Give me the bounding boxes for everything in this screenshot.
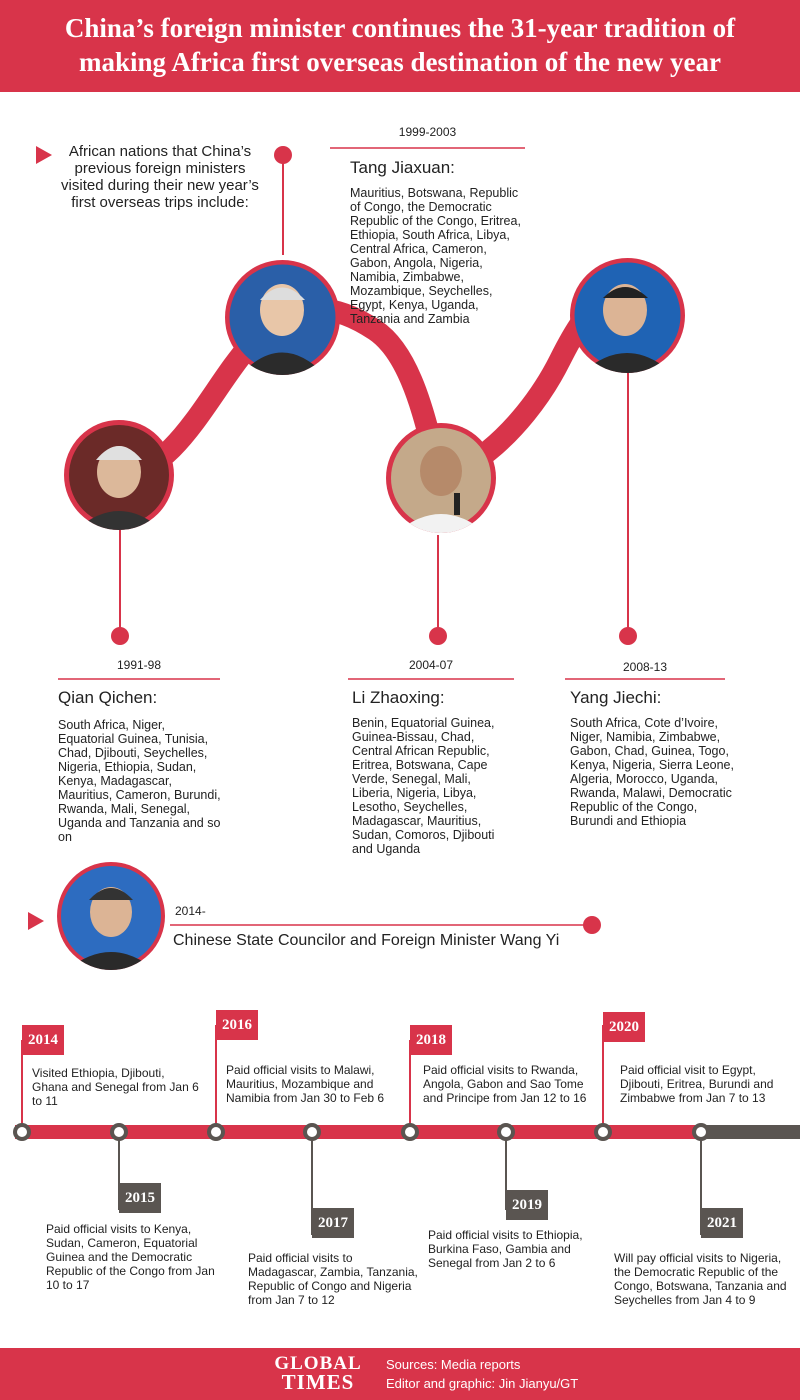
li-zhaoxing-portrait [386,423,496,533]
footer-banner [0,1348,800,1400]
year-badge-2018: 2018 [410,1025,452,1055]
sources-text: Sources: Media reports [386,1357,521,1372]
li-countries: Benin, Equatorial Guinea, Guinea-Bissau, Chad, Central African Republic, Eritrea, Botswana, Cape Verde, Senegal, Mali, Liberia, Nigeria, Libya, Lesotho, Seychelles, Madagascar, Mauritius, Sudan, Comoros, Djibouti and Uganda [352,716,495,856]
timeline-text-2021: Will pay official visits to Nigeria, the Democratic Republic of the Congo, Botswana, Tanzania and Seychelles from Jan 4 to 9 [614,1251,787,1307]
title-line-1: China’s foreign minister continues the 31-year tradition of [64,13,736,43]
tang-period: 1999-2003 [398,125,457,139]
tang-name: Tang Jiaxuan: [350,158,455,177]
intro-text: African nations that China’s previous foreign ministers visited during their new year’s first overseas trips include: [61,143,259,211]
timeline-text-2020: Paid official visit to Egypt, Djibouti, Eritrea, Burundi and Zimbabwe from Jan 7 to 13 [620,1063,774,1105]
tang-countries: Mauritius, Botswana, Republic of Congo, the Democratic Republic of the Congo, Eritrea, Ethiopia, South Africa, Libya, Central Africa, Cameron, Gabon, Angola, Nigeria, Namibia, Zimbabwe, Mozambique, Seychelles, Egypt, Kenya, Uganda, Tanzania and Zambia [350,186,521,326]
yang-jiechi-portrait [570,258,685,373]
timeline-axis [0,1010,800,1250]
yang-countries: South Africa, Cote d’Ivoire, Niger, Namibia, Zimbabwe, Gabon, Chad, Guinea, Togo, Kenya, Nigeria, Sierra Leone, Algeria, Morocco, Uganda, Rwanda, Malawi, Democratic Republic of the Congo, Burundi and Ethiopia [570,716,734,828]
global-times-logo [273,1354,363,1392]
timeline-text-2014: Visited Ethiopia, Djibouti, Ghana and Senegal from Jan 6 to 11 [32,1066,199,1108]
play-arrow-icon [28,912,44,930]
wang-period: 2014- [175,904,206,918]
year-badge-2019: 2019 [506,1190,548,1220]
wang-title: Chinese State Councilor and Foreign Minister Wang Yi [173,932,560,949]
qian-period: 1991-98 [116,658,162,672]
yang-period: 2008-13 [622,660,668,674]
tang-jiaxuan-portrait [225,260,340,375]
timeline-text-2017: Paid official visits to Madagascar, Zambia, Tanzania, Republic of Congo and Nigeria from Jan 7 to 12 [248,1251,418,1307]
logo-line-2: TIMES [281,1370,355,1394]
timeline-text-2018: Paid official visits to Rwanda, Angola, Gabon and Sao Tome and Principe from Jan 12 to 16 [423,1063,587,1105]
qian-countries: South Africa, Niger, Equatorial Guinea, Tunisia, Chad, Djibouti, Seychelles, Nigeria, Ethiopia, Sudan, Kenya, Madagascar, Mauritius, Cameron, Burundi, Rwanda, Mali, Senegal, Uganda and Tanzania and so on [58,718,221,844]
yang-name: Yang Jiechi: [570,688,662,707]
title-line-2: making Africa first overseas destination of the new year [79,47,721,77]
timeline-text-2019: Paid official visits to Ethiopia, Burkina Faso, Gambia and Senegal from Jan 2 to 6 [428,1228,583,1270]
editor-text: Editor and graphic: Jin Jianyu/GT [386,1376,579,1391]
year-badge-2016: 2016 [216,1010,258,1040]
year-badge-2021: 2021 [701,1208,743,1238]
year-badge-2020: 2020 [603,1012,645,1042]
year-badge-2014: 2014 [22,1025,64,1055]
qian-name: Qian Qichen: [58,688,158,707]
year-badge-2017: 2017 [312,1208,354,1238]
year-badge-2015: 2015 [119,1183,161,1213]
logo-line-1: GLOBAL [274,1353,362,1374]
li-period: 2004-07 [408,658,454,672]
wang-yi-portrait [57,862,165,970]
timeline-text-2015: Paid official visits to Kenya, Sudan, Cameron, Equatorial Guinea and the Democratic Republic of the Congo from Jan 10 to 17 [46,1222,215,1292]
qian-qichen-portrait [64,420,174,530]
timeline-text-2016: Paid official visits to Malawi, Mauritius, Mozambique and Namibia from Jan 30 to Feb 6 [226,1063,385,1105]
li-name: Li Zhaoxing: [352,688,445,707]
